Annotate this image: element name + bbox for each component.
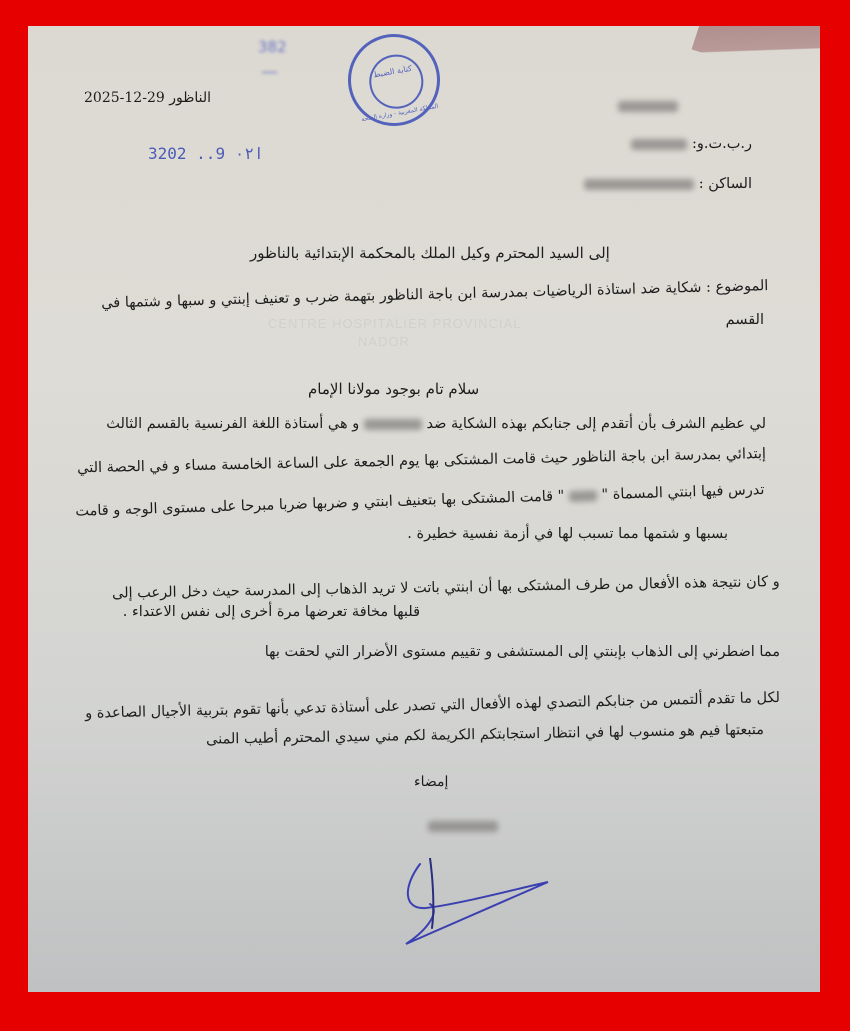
handwritten-mark: ــــ <box>262 62 278 77</box>
ghost-text: NADOR <box>358 334 410 349</box>
place-date: الناظور 29-12-2025 <box>84 90 211 106</box>
redacted-id-value <box>631 139 687 150</box>
subject-line-2: القسم <box>725 312 764 328</box>
id-label: ر.ب.ت.و: <box>691 136 752 152</box>
redacted-address-value <box>584 179 694 190</box>
paragraph-1-line-2: إبتدائي بمدرسة ابن باجة الناظور حيث قامت المشتكى بها يوم الجمعة على الساعة الخامسة مساء و في الحصة التي <box>77 446 767 477</box>
paragraph-1-line-1 <box>106 416 766 432</box>
official-stamp <box>341 27 448 134</box>
paragraph-2-line-1: و كان نتيجة هذه الأفعال من طرف المشتكى بها أن ابنتي باتت لا تريد الذهاب إلى المدرسة حيث دخل الرعب إلى <box>112 574 781 602</box>
handwritten-number: 382 <box>258 38 287 56</box>
paragraph-text: تدرس فيها ابنتي المسماة " <box>600 482 765 504</box>
paragraph-3: مما اضطرني إلى الذهاب بإبنتي إلى المستشفى و تقييم مستوى الأضرار التي لحقت بها <box>264 644 780 660</box>
address-label: الساكن : <box>698 176 752 192</box>
redacted-signer-name <box>428 821 498 832</box>
paragraph-4-line-1: لكل ما تقدم ألتمس من جنابكم التصدي لهذه الأفعال التي تصدر على أستاذة تدعي بأنها تقوم بتربية الأجيال الصاعدة و <box>85 690 781 722</box>
ghost-text: CENTRE HOSPITALIER PROVINCIAL <box>268 316 522 331</box>
id-row <box>631 136 752 152</box>
signer-name <box>428 818 498 834</box>
address-row <box>584 176 752 192</box>
paragraph-text: " قامت المشتكى بها بتعنيف ابنتي و ضربها ضربا مبرحا على مستوى الوجه و قامت <box>74 488 565 520</box>
handwritten-signature <box>400 858 560 948</box>
scanned-letter <box>28 26 820 992</box>
redacted-teacher-name <box>364 419 422 430</box>
sender-name <box>618 98 678 114</box>
paragraph-text: و هي أستاذة اللغة الفرنسية بالقسم الثالث <box>106 416 360 432</box>
subject-line-1: الموضوع : شكاية ضد استاذة الرياضيات بمدرسة ابن باجة الناظور بتهمة ضرب و تعنيف إبنتي و سبها و شتمها في <box>100 278 769 312</box>
redacted-daughter-name <box>568 490 596 502</box>
stamp-ring-text: المملكة المغربية - وزارة الصحة <box>360 102 439 124</box>
paragraph-2-line-2: قلبها مخافة تعرضها مرة أخرى إلى نفس الاعتداء . <box>122 604 420 620</box>
redacted-sender-name <box>618 101 678 112</box>
stamp-inner-ring <box>365 50 428 113</box>
paragraph-1-line-4: بسبها و شتمها مما تسبب لها في أزمة نفسية خطيرة . <box>407 526 728 542</box>
greeting: سلام تام بوجود مولانا الإمام <box>308 380 480 398</box>
signature-label: إمضاء <box>414 774 449 790</box>
stamp-inner-text: كتابة الضبط <box>372 63 413 80</box>
paper-corner-shadow <box>692 26 820 99</box>
paragraph-text: لي عظيم الشرف بأن أتقدم إلى جنابكم بهذه الشكاية ضد <box>426 416 766 432</box>
addressee: إلى السيد المحترم وكيل الملك بالمحكمة الإبتدائية بالناظور <box>250 244 610 262</box>
registration-number-text: 3202 ..ا٠٢ 9 <box>148 144 264 163</box>
registration-number <box>148 144 264 163</box>
paragraph-1-line-3 <box>75 482 765 520</box>
paragraph-4-line-2: متبعتها فيم هو منسوب لها في انتظار استجابتكم الكريمة لكم مني سيدي المحترم أطيب المنى <box>205 722 765 748</box>
